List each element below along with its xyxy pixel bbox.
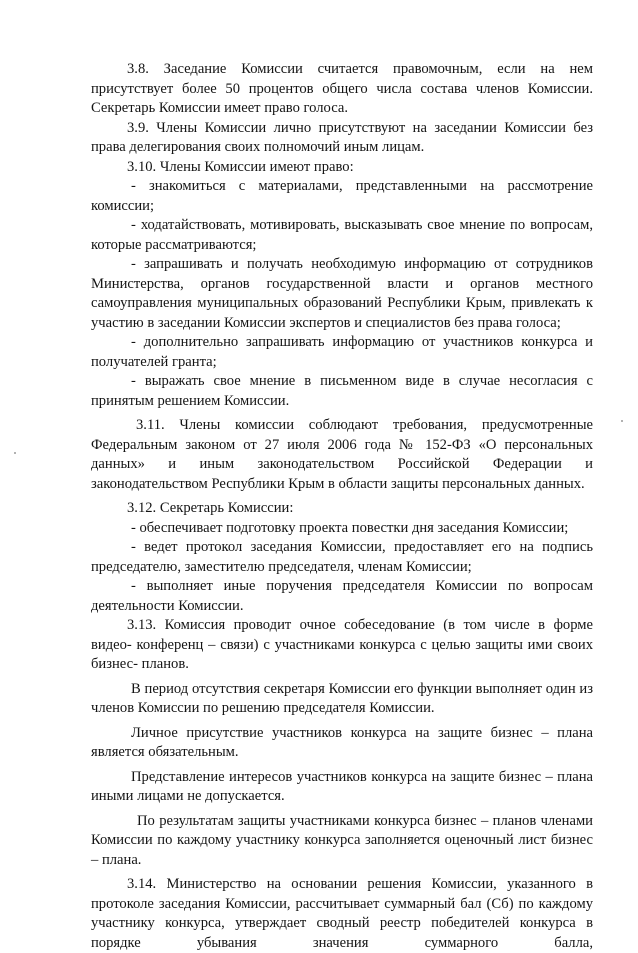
list-item-secretary-3: - выполняет иные поручения председателя Комиссии по вопросам деятельности Комиссии. [91,578,593,614]
paragraph-3-10: 3.10. Члены Комиссии имеют право: [127,158,354,175]
list-item-secretary-1: - обеспечивает подготовку проекта повестки дня заседания Комиссии; [131,519,569,536]
scan-speck [621,420,623,422]
paragraph-personal-presence: Личное присутствие участников конкурса на защите бизнес – плана является обязательным. [91,724,593,760]
list-item-rights-3: - запрашивать и получать необходимую информацию от сотрудников Министерства, органов государственной власти и органов местного самоуправления муниципальных образований Республики Крым, привлекать к участию в заседании Комиссии экспертов и специалистов без права голоса; [91,256,593,331]
list-item-secretary-2: - ведет протокол заседания Комиссии, предоставляет его на подпись председателю, заместителю председателя, членам Комиссии; [91,539,593,575]
paragraph-3-8: 3.8. Заседание Комиссии считается правомочным, если на нем присутствует более 50 процентов общего числа состава членов Комиссии. Секретарь Комиссии имеет право голоса. [91,61,593,116]
paragraph-representation: Представление интересов участников конкурса на защите бизнес – плана иными лицами не допускается. [91,768,593,804]
paragraph-3-12: 3.12. Секретарь Комиссии: [127,500,294,516]
paragraph-3-13: 3.13. Комиссия проводит очное собеседование (в том числе в форме видео- конференц – связи) с участниками конкурса с целью защиты ими своих бизнес- планов. [91,617,593,672]
paragraph-3-11: 3.11. Члены комиссии соблюдают требования, предусмотренные Федеральным законом от 27 июля 2006 года № 152-ФЗ «О персональных данных» и иным законодательством Российской Федерации и законодательством Республики Крым в области защиты персональных данных. [91,417,593,492]
list-item-rights-4: - дополнительно запрашивать информацию от участников конкурса и получателей гранта; [91,334,593,370]
list-item-rights-1: - знакомиться с материалами, представленными на рассмотрение комиссии; [91,178,593,214]
list-item-rights-5: - выражать свое мнение в письменном виде в случае несогласия с принятым решением Комиссии. [91,373,593,409]
paragraph-evaluation-sheet: По результатам защиты участниками конкурса бизнес – планов членами Комиссии по каждому участнику конкурса заполняется оценочный лист бизнес – плана. [91,812,593,868]
paragraph-secretary-absence: В период отсутствия секретаря Комиссии его функции выполняет один из членов Комиссии по решению председателя Комиссии. [91,680,593,716]
document-body [91,60,593,953]
paragraph-3-14: 3.14. Министерство на основании решения Комиссии, указанного в протоколе заседания Комиссии, рассчитывает суммарный бал (Сб) по каждому участнику конкурса, утверждает сводный реестр победителей конкурса в порядке убывания значения суммарного балла, [91,876,593,951]
list-item-rights-2: - ходатайствовать, мотивировать, высказывать свое мнение по вопросам, которые рассматриваются; [91,217,593,253]
paragraph-3-9: 3.9. Члены Комиссии лично присутствуют на заседании Комиссии без права делегирования своих полномочий иным лицам. [91,119,593,155]
scan-speck [14,452,16,454]
